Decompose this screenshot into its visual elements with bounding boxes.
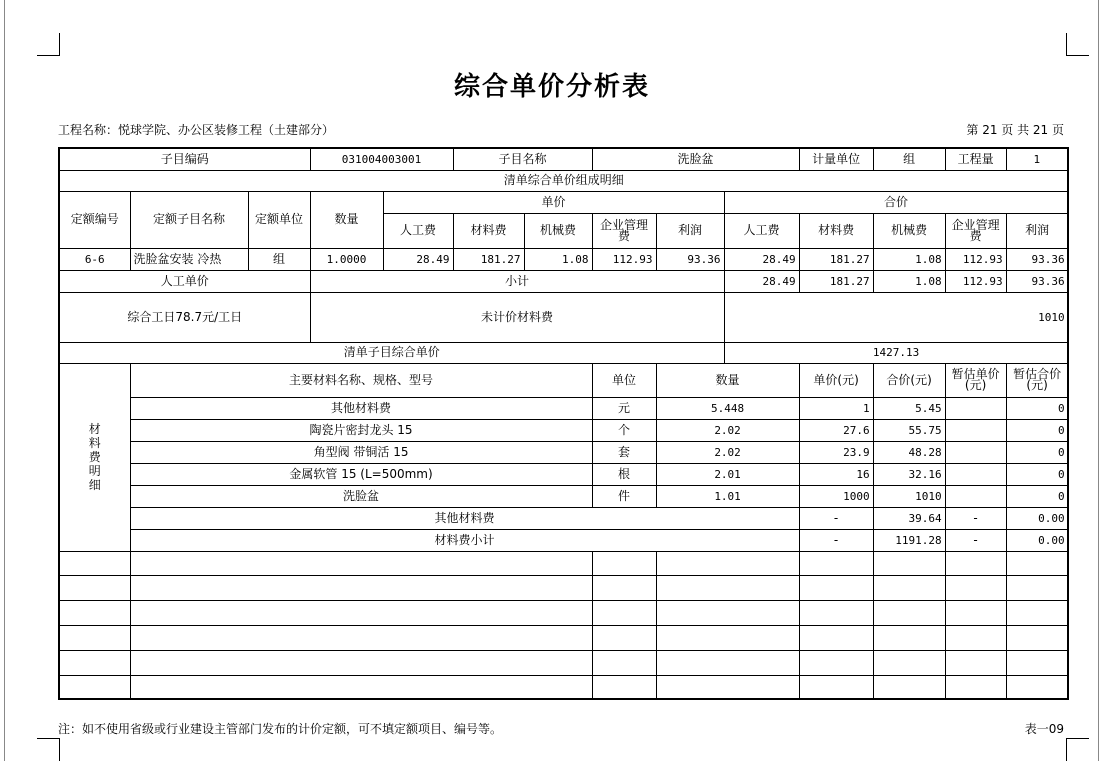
col-amount: 数量 [310, 191, 383, 248]
material-subtotal-est-tprice: 0.00 [1006, 529, 1068, 551]
mat-name: 陶瓷片密封龙头 15 [130, 419, 592, 441]
t-profit: 93.36 [1006, 248, 1068, 270]
col-quota-unit: 定额单位 [248, 191, 310, 248]
material-subtotal-uprice: - [799, 529, 873, 551]
mat-h-qty: 数量 [656, 363, 799, 397]
detail-title: 清单综合单价组成明细 [59, 170, 1068, 191]
u-labor: 28.49 [383, 248, 453, 270]
subtotal-row [59, 270, 1068, 292]
page-right-edge [1098, 0, 1099, 761]
mat-qty: 5.448 [656, 397, 799, 419]
mat-est-uprice [945, 419, 1006, 441]
u-profit: 93.36 [656, 248, 724, 270]
material-row [59, 397, 1068, 419]
col-t-mgmt: 企业管理费 [945, 213, 1006, 248]
mat-qty: 2.01 [656, 463, 799, 485]
quota-unit: 组 [248, 248, 310, 270]
other-material-uprice: - [799, 507, 873, 529]
col-quota-name: 定额子目名称 [130, 191, 248, 248]
mat-uprice: 1000 [799, 485, 873, 507]
mat-est-tprice: 0 [1006, 397, 1068, 419]
other-material-est-uprice: - [945, 507, 1006, 529]
material-subtotal-row [59, 529, 1068, 551]
blank-row [59, 675, 1068, 699]
item-unit: 组 [873, 148, 945, 170]
mat-tprice: 48.28 [873, 441, 945, 463]
item-qty: 1 [1006, 148, 1068, 170]
t-mgmt: 112.93 [945, 248, 1006, 270]
mat-tprice: 1010 [873, 485, 945, 507]
subtotal-profit: 93.36 [1006, 270, 1068, 292]
material-row [59, 419, 1068, 441]
material-subtotal-label: 材料费小计 [130, 529, 799, 551]
mat-est-uprice [945, 463, 1006, 485]
col-u-mgmt: 企业管理费 [592, 213, 656, 248]
subtotal-material: 181.27 [799, 270, 873, 292]
page-title: 综合单价分析表 [453, 72, 650, 102]
other-material-est-tprice: 0.00 [1006, 507, 1068, 529]
mat-uprice: 1 [799, 397, 873, 419]
mat-est-tprice: 0 [1006, 485, 1068, 507]
mat-uprice: 23.9 [799, 441, 873, 463]
mat-unit: 根 [592, 463, 656, 485]
material-row [59, 463, 1068, 485]
col-quota-no: 定额编号 [59, 191, 130, 248]
item-name: 洗脸盆 [592, 148, 799, 170]
mat-unit: 套 [592, 441, 656, 463]
column-header-row-1 [59, 191, 1068, 213]
material-subtotal-tprice: 1191.28 [873, 529, 945, 551]
other-material-row [59, 507, 1068, 529]
project-name: 工程名称：悦球学院、办公区装修工程（土建部分） [58, 123, 335, 137]
u-machine: 1.08 [524, 248, 592, 270]
subtotal-machine: 1.08 [873, 270, 945, 292]
material-side-label-text: 材料费明细 [88, 422, 101, 492]
page-number: 第 21 页 共 21 页 [966, 123, 1064, 137]
mat-h-est-uprice: 暂估单价(元) [945, 363, 1006, 397]
col-total-price: 合价 [724, 191, 1068, 213]
mat-uprice: 27.6 [799, 419, 873, 441]
col-u-profit: 利润 [656, 213, 724, 248]
mat-h-unit: 单位 [592, 363, 656, 397]
unit-label: 计量单位 [799, 148, 873, 170]
quota-name: 洗脸盆安装 冷热 [130, 248, 248, 270]
col-u-labor: 人工费 [383, 213, 453, 248]
header-row [59, 148, 1068, 170]
mat-unit: 元 [592, 397, 656, 419]
t-labor: 28.49 [724, 248, 799, 270]
workday-label: 综合工日78.7元/工日 [59, 292, 310, 342]
mat-name: 其他材料费 [130, 397, 592, 419]
mat-h-est-tprice: 暂估合价(元) [1006, 363, 1068, 397]
mat-qty: 1.01 [656, 485, 799, 507]
blank-row [59, 650, 1068, 675]
mat-est-uprice [945, 397, 1006, 419]
composite-row [59, 342, 1068, 363]
mat-name: 金属软管 15 (L=500mm) [130, 463, 592, 485]
composite-label: 清单子目综合单价 [59, 342, 724, 363]
mat-name: 洗脸盆 [130, 485, 592, 507]
material-side-label [59, 363, 130, 551]
col-unit-price: 单价 [383, 191, 724, 213]
unpriced-label: 未计价材料费 [310, 292, 724, 342]
unpriced-row [59, 292, 1068, 342]
detail-title-row [59, 170, 1068, 191]
t-machine: 1.08 [873, 248, 945, 270]
mat-est-tprice: 0 [1006, 441, 1068, 463]
blank-row [59, 551, 1068, 575]
footnote: 注：如不使用省级或行业建设主管部门发布的计价定额，可不填定额项目、编号等。 [58, 722, 503, 736]
crop-mark-bottom-right [1066, 738, 1089, 761]
mat-h-name: 主要材料名称、规格、型号 [130, 363, 592, 397]
blank-row [59, 575, 1068, 600]
col-t-machine: 机械费 [873, 213, 945, 248]
qty-label: 工程量 [945, 148, 1006, 170]
col-t-material: 材料费 [799, 213, 873, 248]
mat-h-uprice: 单价(元) [799, 363, 873, 397]
material-row [59, 485, 1068, 507]
mat-tprice: 32.16 [873, 463, 945, 485]
col-u-material: 材料费 [453, 213, 524, 248]
mat-qty: 2.02 [656, 419, 799, 441]
page-left-edge [4, 0, 5, 761]
material-header-row [59, 363, 1068, 397]
material-subtotal-est-uprice: - [945, 529, 1006, 551]
blank-row [59, 625, 1068, 650]
col-t-labor: 人工费 [724, 213, 799, 248]
u-material: 181.27 [453, 248, 524, 270]
quota-row [59, 248, 1068, 270]
mat-est-tprice: 0 [1006, 419, 1068, 441]
subtotal-mgmt: 112.93 [945, 270, 1006, 292]
other-material-tprice: 39.64 [873, 507, 945, 529]
mat-h-tprice: 合价(元) [873, 363, 945, 397]
mat-name: 角型阀 带铜活 15 [130, 441, 592, 463]
quota-no: 6-6 [59, 248, 130, 270]
mat-unit: 件 [592, 485, 656, 507]
mat-est-uprice [945, 485, 1006, 507]
composite-value: 1427.13 [724, 342, 1068, 363]
labor-unit-price-label: 人工单价 [59, 270, 310, 292]
table-number: 表一09 [1024, 722, 1064, 736]
other-material-label: 其他材料费 [130, 507, 799, 529]
col-t-profit: 利润 [1006, 213, 1068, 248]
mat-tprice: 5.45 [873, 397, 945, 419]
mat-unit: 个 [592, 419, 656, 441]
mat-uprice: 16 [799, 463, 873, 485]
crop-mark-top-right [1066, 33, 1089, 56]
item-code: 031004003001 [310, 148, 453, 170]
unpriced-value: 1010 [724, 292, 1068, 342]
name-label: 子目名称 [453, 148, 592, 170]
mat-tprice: 55.75 [873, 419, 945, 441]
code-label: 子目编码 [59, 148, 310, 170]
analysis-table [58, 147, 1069, 700]
t-material: 181.27 [799, 248, 873, 270]
u-mgmt: 112.93 [592, 248, 656, 270]
mat-est-uprice [945, 441, 1006, 463]
quota-qty: 1.0000 [310, 248, 383, 270]
crop-mark-bottom-left [37, 738, 60, 761]
mat-est-tprice: 0 [1006, 463, 1068, 485]
material-row [59, 441, 1068, 463]
crop-mark-top-left [37, 33, 60, 56]
col-u-machine: 机械费 [524, 213, 592, 248]
subtotal-labor: 28.49 [724, 270, 799, 292]
mat-qty: 2.02 [656, 441, 799, 463]
blank-row [59, 600, 1068, 625]
subtotal-label: 小计 [310, 270, 724, 292]
